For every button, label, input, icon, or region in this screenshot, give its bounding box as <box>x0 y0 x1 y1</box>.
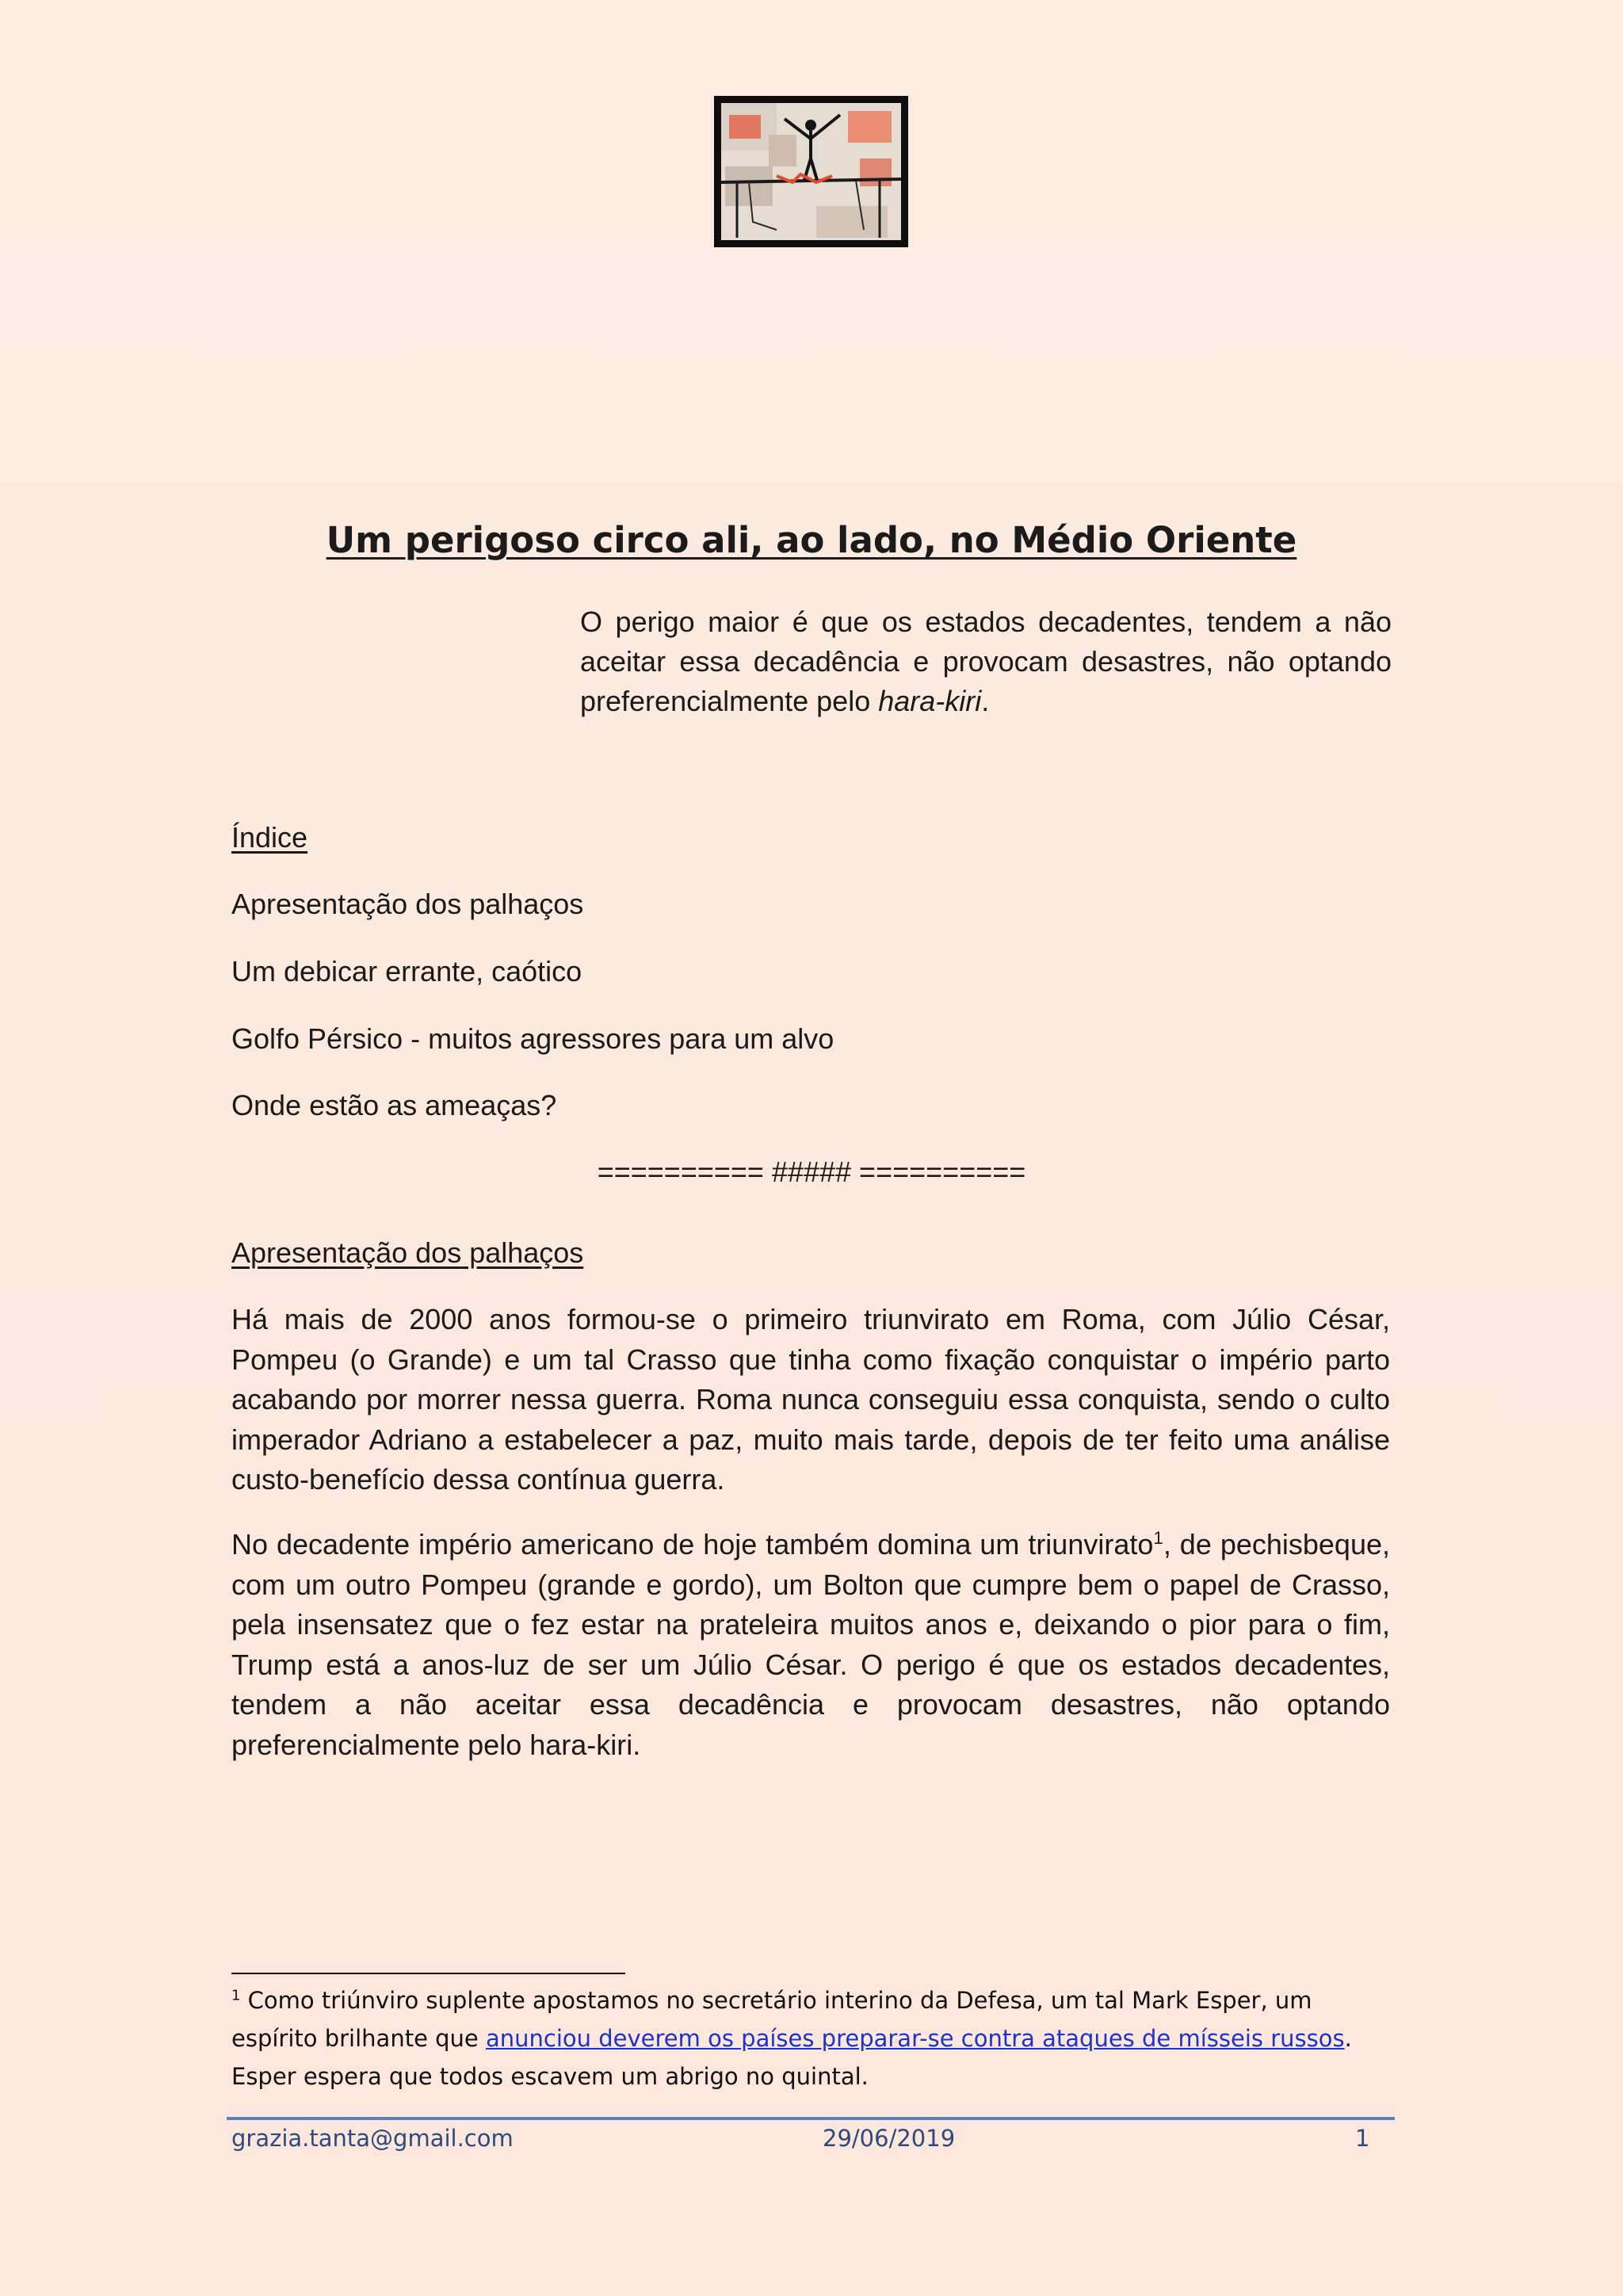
footnote-text: Como triúnviro suplente apostamos no secretário interino da Defesa, um tal Mark Esper, um espírito brilhante que <box>231 1987 1312 2052</box>
header-logo <box>714 96 908 247</box>
footnote-link[interactable]: anunciou deverem os países preparar-se contra ataques de mísseis russos <box>485 2025 1345 2052</box>
footer-page-number: 1 <box>1355 2125 1370 2152</box>
epigraph-text: O perigo maior é que os estados decadentes, tendem a não aceitar essa decadência e provocam desastres, não optando preferencialmente pelo <box>580 606 1392 717</box>
index-heading: Índice <box>231 821 308 854</box>
index-item-2: Um debicar errante, caótico <box>231 955 582 988</box>
paragraph-1: Há mais de 2000 anos formou-se o primeiro triunvirato em Roma, com Júlio César, Pompeu (o Grande) e um tal Crasso que tinha como fixação conquistar o império parto acabando por morrer nessa guerra. Roma nunca conseguiu essa conquista, sendo o culto imperador Adriano a estabelecer a paz, muito mais tarde, depois de ter feito uma análise custo-benefício dessa contínua guerra. <box>231 1303 1390 1496</box>
footer-divider <box>227 2117 1395 2120</box>
index-item-3: Golfo Pérsico - muitos agressores para um alvo <box>231 1022 834 1055</box>
paragraph-2-rest: , de pechisbeque, com um outro Pompeu (grande e gordo), um Bolton que cumpre bem o papel de Crasso, pela insensatez que o fez estar na prateleira muitos anos e, deixando o pior para o fim, Trump está a anos-luz de ser um Júlio César. O perigo é que os estados decadentes, tendem a não aceitar essa decadência e provocam desastres, não optando preferencialmente pelo hara-kiri. <box>231 1528 1390 1761</box>
footnote-divider <box>231 1973 625 1974</box>
epigraph <box>580 602 1392 721</box>
document-title: Um perigoso circo ali, ao lado, no Médio Oriente <box>326 519 1297 561</box>
epigraph-italic: hara-kiri <box>878 685 982 717</box>
index-item-1: Apresentação dos palhaços <box>231 888 584 920</box>
footnote <box>231 1981 1396 2095</box>
footnote-number: 1 <box>231 1987 241 2004</box>
section-heading: Apresentação dos palhaços <box>231 1236 584 1269</box>
footnote-text-end: . Esper espera que todos escavem um abrigo no quintal. <box>231 2025 1352 2090</box>
footnote-reference[interactable]: 1 <box>1153 1528 1163 1548</box>
tightrope-walker-painting-icon <box>721 103 901 240</box>
index-item-4: Onde estão as ameaças? <box>231 1089 557 1121</box>
paragraph-2-text: No decadente império americano de hoje também domina um triunvirato <box>231 1528 1154 1561</box>
epigraph-end: . <box>981 685 990 717</box>
paragraph-2 <box>231 1525 1390 1765</box>
footer-email: grazia.tanta@gmail.com <box>231 2125 514 2152</box>
footer-date: 29/06/2019 <box>823 2125 956 2152</box>
section-separator: ========== ##### ========== <box>597 1156 1026 1188</box>
